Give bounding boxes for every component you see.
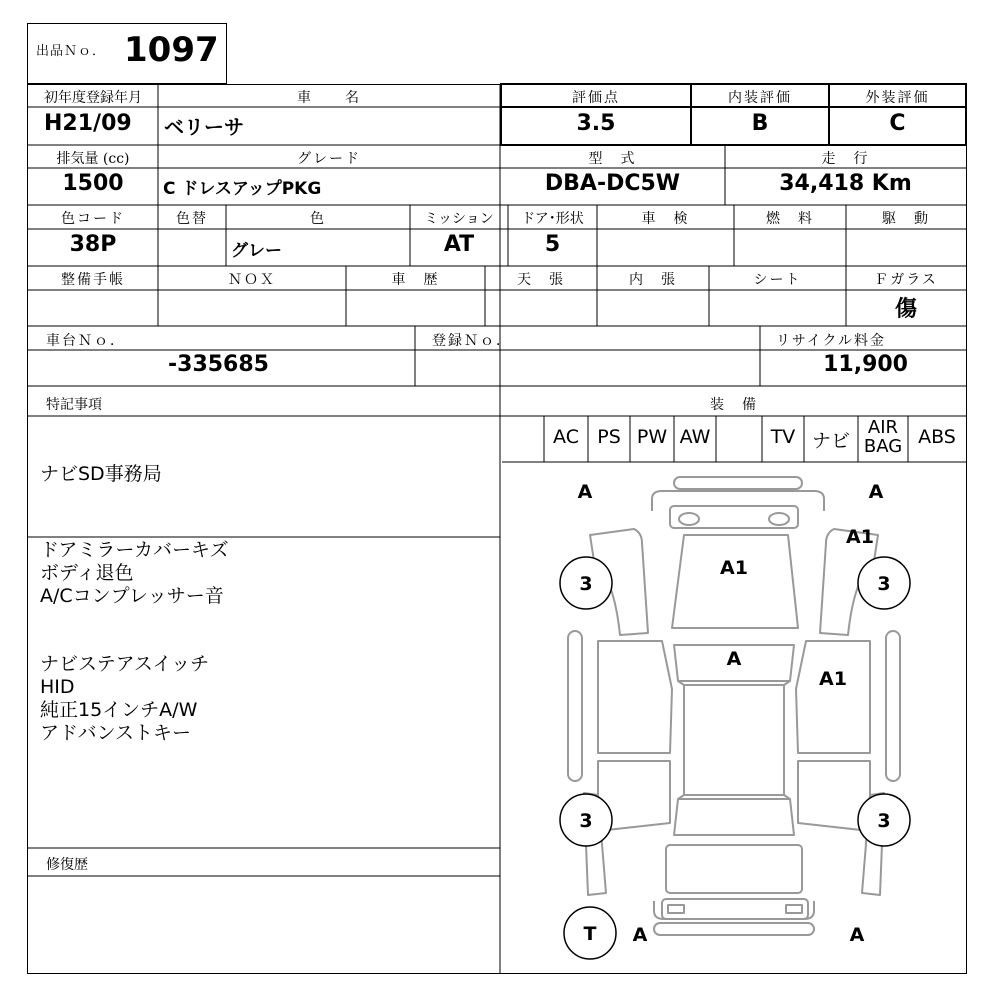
mark-rear-right-corner: A — [849, 924, 865, 946]
mark-front-right-corner: A — [868, 481, 884, 503]
score-label: 評価点 — [572, 90, 620, 106]
mark-roof-front: A — [726, 648, 742, 670]
car-name-label: 車 名 — [297, 90, 361, 106]
model-label: 型 式 — [588, 151, 637, 167]
seat-label: シート — [753, 272, 802, 288]
front-glass-value: 傷 — [894, 297, 917, 322]
displacement-label: 排気量 (cc) — [56, 151, 130, 167]
lot-label: 出品Ｎｏ． — [36, 44, 107, 59]
mark-right-front-door: A1 — [819, 668, 847, 690]
mark-bonnet: A1 — [720, 557, 748, 579]
mission-value: AT — [443, 232, 475, 257]
recycle-fee-value: 11,900 — [823, 352, 908, 377]
door-value: 5 — [544, 232, 561, 257]
history-label: 車 歴 — [391, 272, 440, 288]
notes-line: ドアミラーカバーキズ — [40, 539, 229, 561]
equip-abs: ABS — [918, 426, 956, 448]
reg-date-value: H21/09 — [44, 111, 132, 136]
interior-eval-label: 内装評価 — [728, 90, 792, 106]
notes-line: ボディ退色 — [40, 562, 134, 584]
mark-rear-right-tire: 3 — [877, 810, 891, 832]
score-value: 3.5 — [576, 111, 616, 136]
interior-eval-value: B — [751, 111, 769, 136]
registration-no-label: 登録Ｎｏ． — [432, 333, 512, 349]
notes-line: ナビステアスイッチ — [40, 653, 210, 675]
door-label: ドア･形状 — [521, 211, 584, 227]
car-damage-diagram — [502, 463, 966, 973]
notes-line: アドバンストキー — [40, 722, 192, 744]
mark-right-front-fender: A1 — [846, 526, 874, 548]
mileage-label: 走 行 — [821, 151, 870, 167]
color-code-value: 38P — [69, 232, 117, 257]
mark-front-left-tire: 3 — [579, 573, 593, 595]
mark-front-right-tire: 3 — [877, 573, 891, 595]
exterior-eval-label: 外装評価 — [865, 90, 930, 106]
equipment-label: 装 備 — [710, 397, 758, 413]
recycle-fee-label: リサイクル料金 — [776, 333, 887, 349]
front-glass-label: Ｆガラス — [874, 272, 938, 288]
car-name-value: ベリーサ — [164, 115, 244, 139]
mileage-value: 34,418 Km — [779, 171, 912, 196]
fuel-label: 燃 料 — [766, 211, 814, 227]
displacement-value: 1500 — [62, 171, 124, 196]
mark-front-left-corner: A — [577, 481, 593, 503]
equip-airbag: AIR BAG — [863, 417, 903, 457]
nox-label: ＮＯＸ — [228, 272, 276, 288]
notes-label: 特記事項 — [46, 397, 102, 413]
mark-spare-tire: T — [583, 923, 597, 945]
equip-ps: PS — [597, 426, 621, 448]
notes-line: HID — [40, 676, 75, 698]
notes-line: 純正15インチA/W — [40, 699, 198, 721]
equip-pw: PW — [636, 426, 668, 448]
chassis-no-value: -335685 — [168, 352, 269, 377]
mark-rear-left-corner: A — [632, 924, 648, 946]
notes-block-3 — [40, 653, 209, 745]
mark-rear-left-tire: 3 — [579, 810, 593, 832]
color-label: 色 — [310, 211, 326, 227]
inspection-label: 車 検 — [641, 211, 690, 227]
equip-ac: AC — [553, 426, 579, 448]
model-value: DBA-DC5W — [544, 171, 681, 196]
reg-date-label: 初年度登録年月 — [44, 90, 142, 106]
exterior-eval-value: C — [889, 111, 906, 136]
equip-tv: TV — [770, 426, 796, 448]
maintenance-label: 整備手帳 — [61, 272, 125, 288]
equip-aw: AW — [679, 426, 711, 448]
drive-label: 駆 動 — [882, 211, 930, 227]
color-code-label: 色コード — [61, 211, 125, 227]
equip-navi: ナビ — [811, 430, 850, 452]
lot-number: 1097 — [124, 30, 219, 70]
notes-block-2 — [40, 539, 229, 608]
chassis-no-label: 車台Ｎｏ． — [46, 333, 126, 349]
mission-label: ミッション — [424, 211, 494, 227]
grade-label: グレード — [297, 151, 361, 167]
roof-trim-label: 天 張 — [517, 272, 565, 288]
interior-trim-label: 内 張 — [629, 272, 677, 288]
notes-line: A/Cコンプレッサー音 — [40, 585, 224, 607]
repair-history-label: 修復歴 — [46, 857, 88, 873]
repaint-label: 色替 — [176, 211, 208, 227]
color-value: グレー — [231, 241, 282, 261]
notes-line-1: ナビSD事務局 — [40, 463, 162, 485]
grade-value: C ドレスアップPKG — [163, 179, 322, 199]
